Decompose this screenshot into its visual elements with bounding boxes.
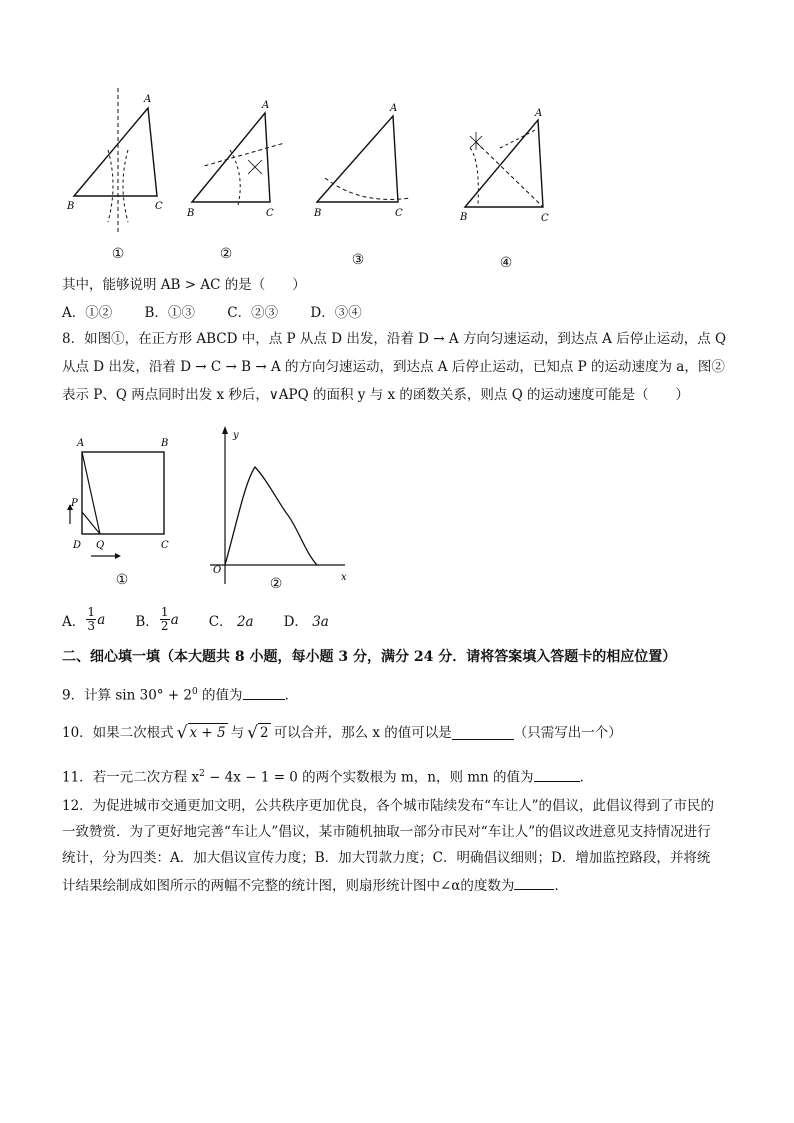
q7-choices: [62, 304, 390, 322]
q10-radicand-1: x + 5: [189, 725, 226, 741]
q8-line-3: 表示 P、Q 两点同时出发 x 秒后，∨APQ 的面积 y 与 x 的函数关系，则点 Q 的运动速度可能是（ ）: [62, 387, 690, 403]
q7-figure-4: [459, 108, 549, 224]
q7-figure-3: [313, 103, 410, 219]
q8-label-q: Q: [96, 540, 105, 551]
q10-prefix: 10．如果二次根式: [62, 724, 174, 741]
q7-choice-c[interactable]: C．②③: [227, 305, 279, 321]
q9-answer-blank[interactable]: [243, 685, 285, 700]
q10-end: （只需写出一个）: [513, 724, 622, 741]
q7-fig1-label-a: A: [144, 94, 152, 105]
q8-choice-a-fraction: [86, 606, 96, 633]
q8-choice-a-den: 3: [87, 619, 96, 633]
q7-choice-b[interactable]: B．①③: [144, 305, 195, 321]
q11-prefix: 11．若一元二次方程 x: [62, 769, 200, 786]
q11-answer-blank[interactable]: [534, 767, 580, 782]
q10-radical-2: √ 2: [247, 723, 269, 743]
q8-caption-1: ①: [115, 572, 129, 588]
q8-choice-c[interactable]: [209, 610, 254, 630]
q10: [62, 723, 622, 742]
q7-figure-1: [66, 88, 163, 232]
q8-label-d: D: [73, 540, 82, 551]
q7-fig2-label-b: B: [187, 208, 195, 219]
q8-graph-label-x: x: [341, 572, 347, 583]
q10-radical-1: √ x + 5: [176, 723, 226, 743]
q7-fig4-label-c: C: [541, 213, 549, 224]
q8-choice-a-letter: A．: [62, 613, 86, 630]
q8-choice-c-letter: C．: [208, 613, 233, 630]
q8-choice-b-var: a: [170, 611, 179, 628]
q8-graph-label-o: O: [213, 565, 222, 576]
q8-line-1: 8．如图①，在正方形 ABCD 中，点 P 从点 D 出发，沿着 D → A 方向匀速运动，到达点 A 后停止运动，点 Q: [62, 331, 727, 347]
q7-fig2-label-a: A: [262, 100, 270, 111]
q8-choice-b-den: 2: [160, 619, 169, 633]
q12-line-2: 一致赞赏．为了更好地完善“车让人”倡议，某市随机抽取一部分市民对“车让人”的倡议改进意见支持情况进行: [62, 824, 711, 840]
q10-after: 可以合并，那么 x 的值可以是: [273, 724, 452, 741]
q8-graph-figure: [205, 422, 365, 602]
q9-sup: 0: [192, 687, 198, 697]
q12-line-1: 12．为促进城市交通更加文明，公共秩序更加优良，各个城市陆续发布“车让人”的倡议，此倡议得到了市民的: [62, 798, 714, 814]
q7-fig3-label-c: C: [395, 208, 403, 219]
q8-choice-a[interactable]: [62, 606, 105, 633]
q8-graph-label-y: y: [233, 430, 239, 441]
q8-choice-d[interactable]: [284, 610, 329, 630]
q9-prefix: 9．计算 sin 30° + 2: [62, 687, 193, 704]
q8-label-a: A: [77, 438, 85, 449]
q7-fig1-label-c: C: [155, 201, 163, 212]
q8-choice-b-letter: B．: [135, 613, 159, 630]
q11-end: ．: [579, 769, 594, 786]
q7-figure-2: [186, 100, 285, 219]
q7-caption-2: ②: [219, 246, 233, 262]
q11-equation: − 4x − 1 = 0 的两个实数根为 m，n，则 mn 的值为: [204, 769, 534, 786]
q7-caption-4: ④: [499, 255, 513, 271]
q7-caption-1: ①: [111, 246, 125, 262]
q11-sup: 2: [199, 769, 205, 779]
q7-fig4-label-a: A: [535, 108, 543, 119]
q8-choice-a-num: 1: [87, 605, 96, 619]
q8-choice-d-letter: D．: [283, 613, 308, 630]
q8-choice-b[interactable]: [135, 606, 178, 633]
q12-end: ．: [554, 878, 568, 894]
q8-label-c: C: [161, 540, 169, 551]
q7-fig2-label-c: C: [266, 208, 274, 219]
q8-label-p: P: [71, 498, 78, 509]
q7-fig3-label-b: B: [314, 208, 322, 219]
q7-choice-d[interactable]: D．③④: [310, 305, 362, 321]
q7-figures: [0, 0, 794, 280]
q10-radicand-2: 2: [259, 725, 269, 741]
q7-caption-3: ③: [351, 252, 365, 268]
q9-end: ．: [284, 687, 299, 704]
q7-fig1-label-b: B: [67, 201, 75, 212]
q10-mid: 与: [230, 724, 245, 741]
q7-fig4-label-b: B: [460, 212, 468, 223]
q7-stem: 其中，能够说明 AB > AC 的是（ ）: [62, 277, 306, 293]
q11: [62, 765, 593, 787]
q7-choice-a[interactable]: A．①②: [62, 305, 113, 321]
q12-line-4: [62, 875, 568, 895]
q8-choice-b-num: 1: [160, 605, 169, 619]
q8-label-b: B: [161, 438, 169, 449]
q8-choice-a-var: a: [97, 611, 106, 628]
q9: [62, 683, 298, 705]
section-2-heading: 二、细心填一填（本大题共 8 小题，每小题 3 分，满分 24 分．请将答案填入答题卡的相应位置）: [62, 649, 677, 665]
q8-caption-2: ②: [269, 576, 283, 592]
q9-suffix: 的值为: [197, 687, 243, 704]
q8-choice-c-text: 2a: [236, 613, 254, 630]
q8-choices: [62, 606, 329, 633]
q12-line-4-text: 计结果绘制成如图所示的两幅不完整的统计图，则扇形统计图中∠α的度数为: [62, 878, 515, 894]
q7-fig3-label-a: A: [390, 103, 398, 114]
q10-answer-blank[interactable]: [452, 725, 514, 740]
q8-line-2: 从点 D 出发，沿着 D → C → B → A 的方向匀速运动，到达点 A 后停止运动，已知点 P 的运动速度为 a，图②: [62, 359, 725, 375]
q12-answer-blank[interactable]: [514, 875, 554, 890]
q8-choice-d-text: 3a: [312, 613, 329, 630]
q8-choice-b-fraction: [160, 606, 170, 633]
q12-line-3: 统计，分为四类：A．加大倡议宣传力度；B．加大罚款力度；C．明确倡议细则；D．增加监控路段，并将统: [62, 850, 711, 866]
